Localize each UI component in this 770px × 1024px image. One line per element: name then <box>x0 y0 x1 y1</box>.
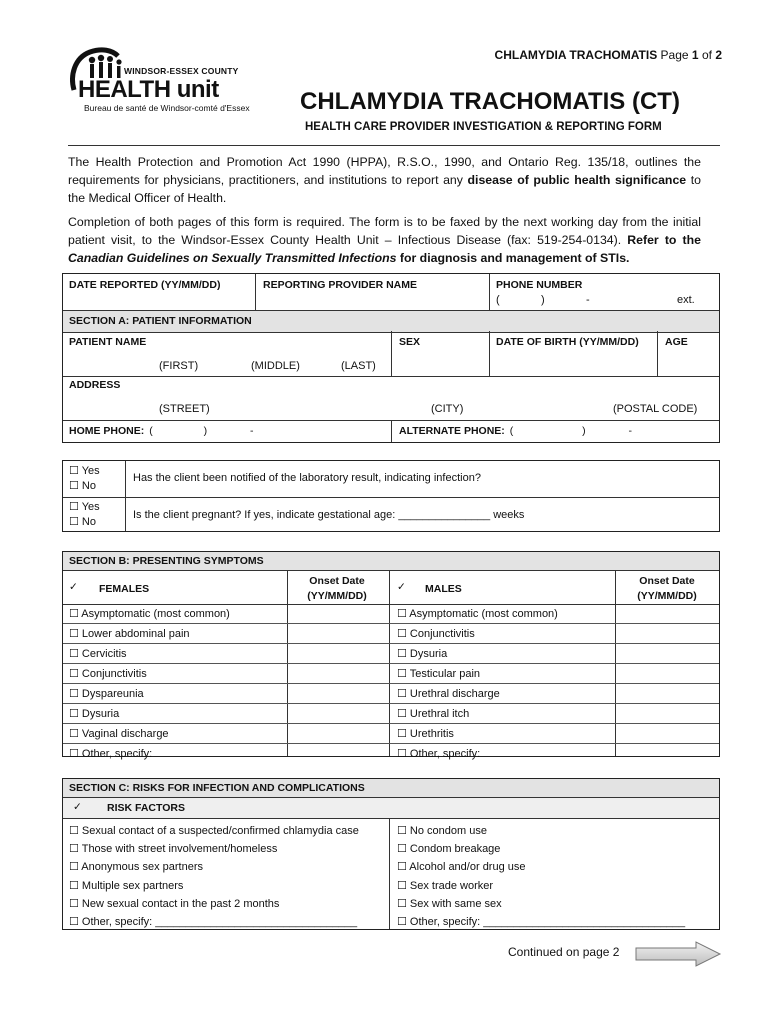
divider <box>125 461 126 531</box>
phone-open-paren: ( <box>496 294 500 306</box>
intro-p1-end: to the Medical Officer of Health. <box>68 173 701 205</box>
female-onset-label: Onset Date <box>309 575 365 587</box>
symptom-rows <box>63 604 719 763</box>
males-label: MALES <box>425 583 462 595</box>
address-city-hint: (CITY) <box>431 403 464 415</box>
provider-name-label: REPORTING PROVIDER NAME <box>263 279 418 291</box>
symptom-row <box>63 644 719 664</box>
female-symptom-checkbox[interactable]: ☐ Asymptomatic (most common) <box>69 608 230 620</box>
risk-factor-checkbox[interactable]: ☐ Sexual contact of a suspected/confirmed chlamydia case <box>69 825 359 837</box>
section-c-title: SECTION C: RISKS FOR INFECTION AND COMPLICATIONS <box>69 782 365 794</box>
male-symptom-checkbox[interactable]: ☐ Urethral discharge <box>397 688 500 700</box>
males-check-icon: ✓ <box>397 581 406 593</box>
patient-info-table <box>62 273 720 443</box>
risk-factor-checkbox[interactable]: ☐ No condom use <box>397 825 487 837</box>
alt-phone-close-paren: ) <box>582 425 586 437</box>
symptom-row <box>63 744 719 763</box>
male-symptom-checkbox[interactable]: ☐ Other, specify: <box>397 748 481 760</box>
name-first-hint: (FIRST) <box>159 360 199 372</box>
female-symptom-checkbox[interactable]: ☐ Conjunctivitis <box>69 668 147 680</box>
q1-text: Has the client been notified of the laboratory result, indicating infection? <box>133 472 481 484</box>
divider <box>391 331 392 377</box>
home-phone-dash: - <box>250 425 254 437</box>
alt-phone-dash: - <box>628 425 633 437</box>
risk-factor-checkbox[interactable]: ☐ Sex trade worker <box>397 879 494 892</box>
females-label: FEMALES <box>99 583 150 595</box>
male-symptom-checkbox[interactable]: ☐ Asymptomatic (most common) <box>397 608 558 620</box>
risk-factor-checkbox[interactable]: ☐ Alcohol and/or drug use <box>397 861 526 874</box>
female-symptom-checkbox[interactable]: ☐ Lower abdominal pain <box>69 628 190 640</box>
questions-table <box>62 460 720 532</box>
risk-right-list <box>397 822 685 931</box>
q1-options[interactable] <box>69 464 100 494</box>
header-page-total: 2 <box>715 48 722 62</box>
title-divider <box>68 145 720 146</box>
symptom-row <box>63 704 719 724</box>
q2-no-checkbox[interactable]: ☐ No <box>69 516 96 528</box>
alt-phone-field <box>399 425 632 437</box>
risk-left-list <box>69 822 359 931</box>
q2-options[interactable] <box>69 500 100 530</box>
age-label: AGE <box>665 336 688 348</box>
risk-factor-checkbox[interactable]: ☐ Multiple sex partners <box>69 879 184 892</box>
home-phone-label: HOME PHONE: <box>69 425 145 437</box>
intro-p2-text: Completion of both pages of this form is required. The form is to be faxed by the next working day from the initial patient visit, to the Windsor-Essex County Health Unit – Infectious Disease (fax: 519-254-0134). <box>68 215 701 247</box>
next-page-arrow-icon[interactable] <box>634 940 722 968</box>
male-symptom-checkbox[interactable]: ☐ Urethral itch <box>397 708 470 720</box>
page-header <box>495 48 722 62</box>
date-reported-label: DATE REPORTED (YY/MM/DD) <box>69 279 221 291</box>
female-symptom-checkbox[interactable]: ☐ Dysuria <box>69 708 120 720</box>
risk-factors-label: RISK FACTORS <box>107 802 185 814</box>
health-unit-logo <box>68 46 258 116</box>
page-title: CHLAMYDIA TRACHOMATIS (CT) <box>300 88 680 115</box>
symptom-row <box>63 664 719 684</box>
divider <box>389 819 390 929</box>
section-a-header <box>63 310 719 333</box>
address-label: ADDRESS <box>69 379 121 391</box>
male-onset-header <box>615 574 719 604</box>
address-street-hint: (STREET) <box>159 403 210 415</box>
symptom-row <box>63 724 719 744</box>
q2-yes-checkbox[interactable]: ☐ Yes <box>69 501 100 513</box>
divider <box>63 497 719 498</box>
female-onset-format: (YY/MM/DD) <box>307 590 367 602</box>
section-a-title: SECTION A: PATIENT INFORMATION <box>69 315 252 327</box>
section-c-header <box>63 779 719 798</box>
phone-close-paren: ) <box>541 294 545 306</box>
intro-paragraph-1 <box>68 153 701 207</box>
home-phone-close-paren: ) <box>203 425 208 437</box>
name-last-hint: (LAST) <box>341 360 376 372</box>
risk-other-checkbox[interactable]: ☐ Other, specify: _________________________________ <box>397 916 686 929</box>
divider <box>255 274 256 310</box>
continued-label: Continued on page 2 <box>508 945 620 959</box>
divider <box>391 420 392 442</box>
risk-factors-header <box>63 798 719 819</box>
phone-number-label: PHONE NUMBER <box>496 279 583 291</box>
q1-no-checkbox[interactable]: ☐ No <box>69 480 96 492</box>
name-middle-hint: (MIDDLE) <box>251 360 300 372</box>
risk-check-icon: ✓ <box>73 801 82 813</box>
female-symptom-checkbox[interactable]: ☐ Other, specify: <box>69 748 153 760</box>
logo-french: Bureau de santé de Windsor-comté d'Essex <box>84 103 250 113</box>
header-of-word: of <box>701 48 712 62</box>
female-symptom-checkbox[interactable]: ☐ Cervicitis <box>69 648 127 660</box>
logo-county: WINDSOR-ESSEX COUNTY <box>124 66 239 76</box>
risk-factor-checkbox[interactable]: ☐ Condom breakage <box>397 843 501 856</box>
divider <box>657 331 658 377</box>
female-symptom-checkbox[interactable]: ☐ Dyspareunia <box>69 688 144 700</box>
females-check-icon: ✓ <box>69 581 78 593</box>
section-b-title: SECTION B: PRESENTING SYMPTOMS <box>69 555 264 567</box>
risk-factor-checkbox[interactable]: ☐ Anonymous sex partners <box>69 861 203 874</box>
address-postal-hint: (POSTAL CODE) <box>613 403 698 415</box>
intro-p2-bold-end: for diagnosis and management of STIs. <box>396 251 630 265</box>
risk-other-checkbox[interactable]: ☐ Other, specify: _________________________________ <box>69 916 358 929</box>
female-onset-header <box>287 574 387 604</box>
home-phone-open-paren: ( <box>149 425 153 437</box>
alt-phone-label: ALTERNATE PHONE: <box>399 425 505 437</box>
patient-name-label: PATIENT NAME <box>69 336 147 348</box>
symptom-row <box>63 684 719 704</box>
header-page-word: Page <box>660 48 689 62</box>
alt-phone-open-paren: ( <box>509 425 514 437</box>
q1-yes-checkbox[interactable]: ☐ Yes <box>69 465 100 477</box>
section-b-table <box>62 551 720 760</box>
risk-factor-checkbox[interactable]: ☐ Those with street involvement/homeless <box>69 843 278 856</box>
symptom-row <box>63 624 719 644</box>
dob-label: DATE OF BIRTH (YY/MM/DD) <box>496 336 639 348</box>
section-c-table <box>62 778 720 930</box>
phone-dash: - <box>586 294 590 306</box>
male-symptom-checkbox[interactable]: ☐ Urethritis <box>397 728 454 740</box>
logo-name: HEALTH unit <box>78 76 219 103</box>
q2-text: Is the client pregnant? If yes, indicate gestational age: _______________ weeks <box>133 509 525 521</box>
header-page-number: 1 <box>691 48 699 62</box>
intro-p2-bold: Refer to the <box>627 233 701 247</box>
male-symptom-checkbox[interactable]: ☐ Conjunctivitis <box>397 628 475 640</box>
home-phone-field <box>69 425 254 437</box>
symptom-row <box>63 604 719 624</box>
phone-ext-label: ext. <box>677 294 695 306</box>
risk-factor-checkbox[interactable]: ☐ New sexual contact in the past 2 months <box>69 897 280 910</box>
page-subtitle: HEALTH CARE PROVIDER INVESTIGATION & REPORTING FORM <box>305 121 662 133</box>
intro-paragraph-2 <box>68 213 701 267</box>
divider <box>489 274 490 310</box>
section-b-header <box>63 552 719 571</box>
male-symptom-checkbox[interactable]: ☐ Dysuria <box>397 648 448 660</box>
risk-factor-checkbox[interactable]: ☐ Sex with same sex <box>397 897 502 910</box>
divider <box>489 331 490 377</box>
intro-p1-text: The Health Protection and Promotion Act 1990 (HPPA), R.S.O., 1990, and Ontario Reg. 135/18, outlines the requirements for physicians, practitioners, and institutions to report any <box>68 155 701 187</box>
divider <box>63 376 719 377</box>
header-form-name: CHLAMYDIA TRACHOMATIS <box>494 48 658 62</box>
intro-p2-guidelines: Canadian Guidelines on Sexually Transmitted Infections <box>68 251 397 265</box>
male-onset-label: Onset Date <box>639 575 695 587</box>
male-onset-format: (YY/MM/DD) <box>637 590 697 602</box>
female-symptom-checkbox[interactable]: ☐ Vaginal discharge <box>69 728 169 740</box>
intro-p1-bold: disease of public health significance <box>467 173 687 187</box>
sex-label: SEX <box>399 336 421 348</box>
male-symptom-checkbox[interactable]: ☐ Testicular pain <box>397 668 481 680</box>
